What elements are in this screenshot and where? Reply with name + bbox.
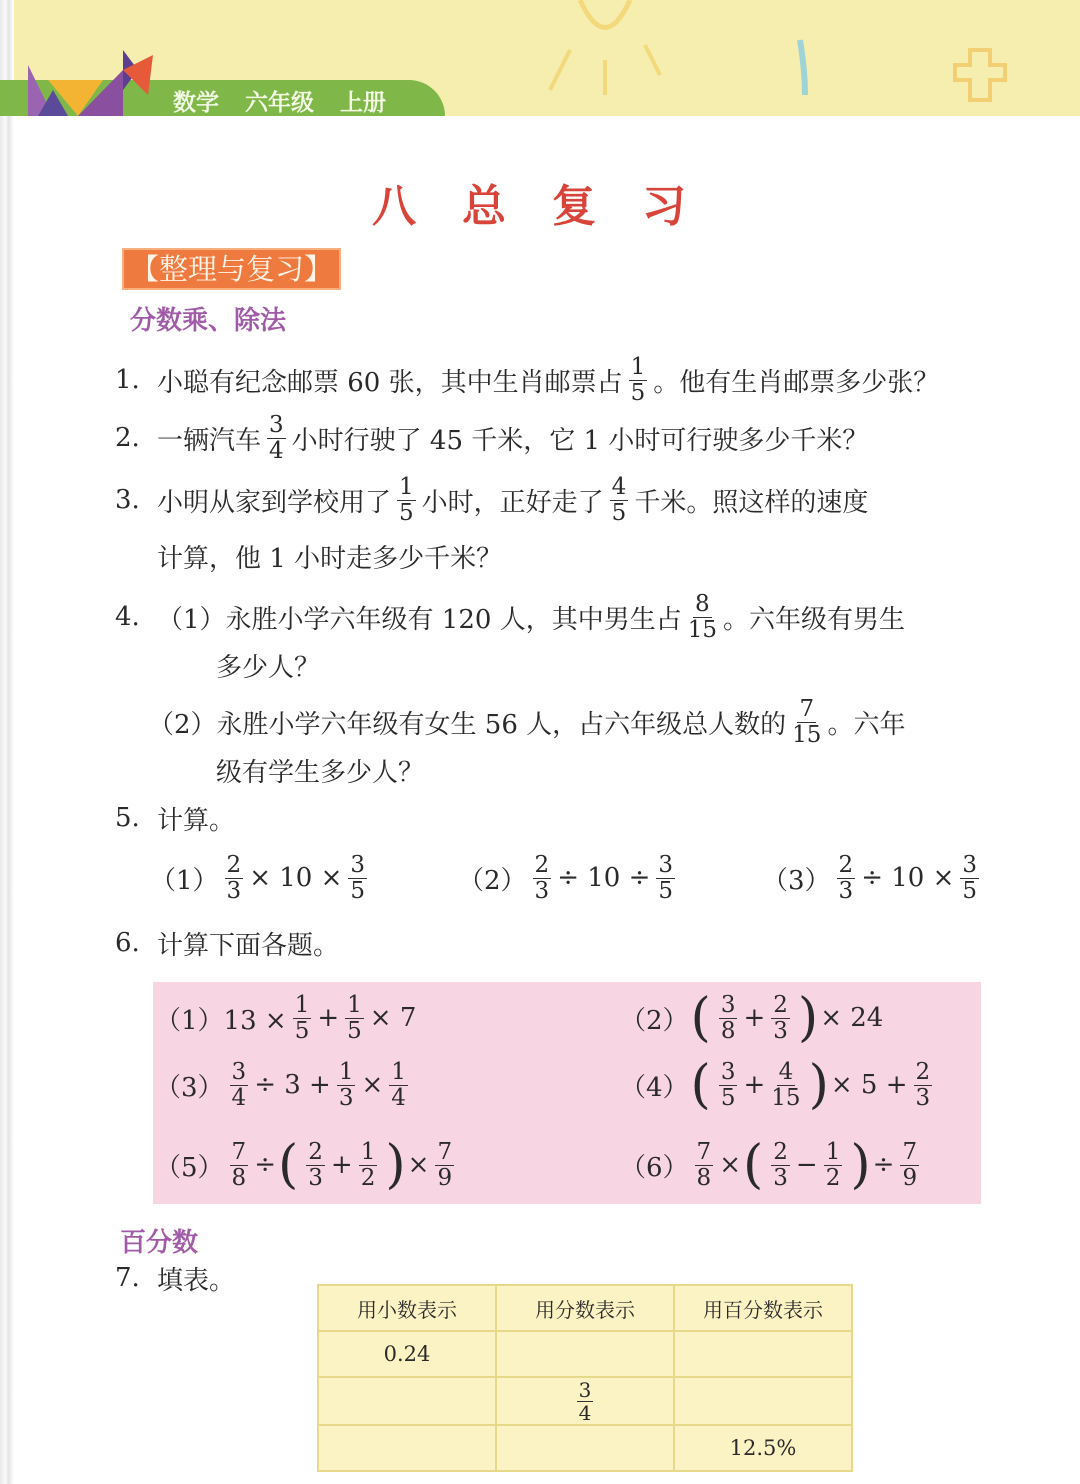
problem-line [115,788,235,848]
fraction [230,1060,249,1111]
denominator: 15 [687,616,717,643]
text-segment: （2） [620,1005,689,1036]
denominator: 3 [915,1084,931,1111]
numerator: 7 [902,1138,918,1165]
text-segment: 填表。 [157,1265,236,1296]
denominator: 8 [231,1164,247,1191]
numerator: 1 [630,353,646,380]
fraction [837,853,856,904]
fraction [577,1379,594,1424]
denominator: 3 [773,1017,788,1044]
fraction [792,697,821,748]
text-segment: 计算下面各题。 [157,930,340,961]
denominator: 3 [338,1084,354,1111]
text-segment: 。六年 [827,709,906,740]
calc-item [155,988,416,1048]
table-row [318,1377,852,1425]
problem-number: 2. [115,423,140,453]
problem-line [216,740,424,800]
denominator: 5 [630,379,646,406]
fraction [771,993,790,1044]
numerator: 1 [399,473,414,500]
parenthesis: ) [797,988,819,1048]
numerator: 2 [773,1138,788,1165]
parenthesis: ( [742,1135,764,1195]
table-header: 用百分数表示 [674,1285,852,1331]
denominator: 3 [534,877,550,904]
denominator: 2 [825,1164,841,1191]
text-segment: × [407,1150,430,1180]
text-segment: − [795,1150,818,1180]
table-cell [674,1377,852,1425]
calc-item [155,1055,414,1115]
problem-number: 6. [115,928,140,958]
fraction [824,1140,843,1191]
text-segment: + [330,1150,353,1180]
text-segment: × 10 × [249,863,343,893]
text-segment: 计算。 [157,805,236,836]
text-segment: （2）永胜小学六年级有女生 56 人，占六年级总人数的 [148,709,787,740]
text-segment: ÷ [872,1150,895,1180]
text-segment: × [361,1070,384,1100]
denominator: 5 [720,1084,736,1111]
denominator: 8 [696,1164,712,1191]
denominator: 3 [838,877,854,904]
problem-line [115,470,868,530]
section-label: 【整理与复习】 [122,248,341,290]
fraction [960,853,979,904]
numerator: 3 [962,851,978,878]
fraction [610,475,629,526]
fraction [719,993,738,1044]
numerator: 3 [269,411,284,438]
denominator: 15 [792,721,822,748]
denominator: 5 [347,1017,362,1044]
denominator: 2 [360,1164,376,1191]
numerator: 4 [778,1058,794,1085]
subsection-fraction: 分数乘、除法 [130,306,287,336]
text-segment: ÷ 10 × [861,863,955,893]
fraction [348,853,367,904]
fraction [900,1140,919,1191]
parenthesis: ) [385,1135,406,1195]
table-row [318,1425,852,1471]
text-segment: ÷ 10 ÷ [557,863,651,893]
numerator: 1 [294,991,310,1018]
problem-line [115,350,939,410]
table-header-row [318,1285,852,1331]
chapter-title: 八总复习 [372,181,732,232]
table-row [318,1331,852,1377]
fraction [656,853,675,904]
fraction [306,1140,325,1191]
parenthesis: ) [850,1135,871,1195]
numerator: 3 [350,851,366,878]
problem-number: 4. [115,602,140,632]
text-segment: 。六年级有男生 [722,604,905,635]
numerator: 2 [308,1138,323,1165]
numerator: 2 [534,851,550,878]
table-cell [318,1425,496,1471]
parenthesis: ( [690,1055,711,1115]
table-cell [496,1377,674,1425]
problem-line [216,635,320,695]
text-segment: 一辆汽车 [157,425,262,456]
numerator: 3 [578,1378,592,1402]
text-segment: （4） [620,1072,689,1103]
numerator: 1 [825,1138,841,1165]
denominator: 5 [962,877,978,904]
subsection-percent: 百分数 [120,1228,199,1258]
parenthesis: ( [690,988,711,1048]
text-segment: ÷ [254,1150,276,1180]
denominator: 8 [720,1017,736,1044]
text-segment: + [317,1003,340,1033]
text-segment: （1）永胜小学六年级有 120 人，其中男生占 [157,604,682,635]
fraction [225,853,244,904]
text-segment: 小时，正好走了 [421,487,604,518]
fraction [359,1140,378,1191]
text-segment: （1） [150,865,219,896]
fraction [435,1140,454,1191]
calc-item [762,848,985,908]
denominator: 5 [350,877,366,904]
text-segment: 级有学生多少人？ [216,757,425,788]
calc-item [458,848,681,908]
text-segment: （6） [620,1152,689,1183]
text-segment: 。他有生肖邮票多少张？ [653,367,940,398]
fraction [771,1140,790,1191]
text-segment: 小聪有纪念邮票 60 张，其中生肖邮票占 [157,367,623,398]
numerator: 1 [338,1058,354,1085]
fraction [337,1060,356,1111]
parenthesis: ( [277,1135,299,1195]
numerator: 4 [611,473,627,500]
text-segment: （1）13 × [155,1005,287,1036]
tangram-logo-icon [28,50,158,116]
numerator: 2 [915,1058,931,1085]
numerator: 7 [799,695,815,722]
denominator: 3 [773,1164,788,1191]
page-edge [0,0,14,1484]
table-cell: 0.24 [318,1331,496,1377]
table-cell [674,1331,852,1377]
denominator: 4 [578,1401,592,1425]
numerator: 1 [360,1138,376,1165]
numerator: 8 [695,590,710,617]
numerator: 2 [773,991,788,1018]
numerator: 3 [720,1058,736,1085]
numerator: 3 [231,1058,247,1085]
table-cell [318,1377,496,1425]
fraction [629,355,648,406]
denominator: 3 [308,1164,323,1191]
problem-line [115,913,339,973]
fill-table [317,1284,853,1472]
denominator: 5 [399,499,414,526]
text-segment: （3） [762,865,831,896]
denominator: 5 [658,877,674,904]
denominator: 9 [902,1164,918,1191]
problem-number: 3. [115,485,140,515]
table-header: 用分数表示 [496,1285,674,1331]
denominator: 4 [231,1084,247,1111]
denominator: 9 [437,1164,453,1191]
calc-item [155,1135,460,1195]
numerator: 2 [838,851,854,878]
fraction [719,1060,738,1111]
numerator: 2 [226,851,242,878]
fraction [771,1060,800,1111]
problem-line [157,526,502,586]
text-segment: 小明从家到学校用了 [157,487,392,518]
denominator: 3 [226,877,242,904]
sun-doodle-icon [520,0,1040,110]
table-cell: 12.5% [674,1425,852,1471]
numerator: 7 [437,1138,453,1165]
problem-number: 1. [115,365,140,395]
fraction [533,853,552,904]
text-segment: × 5 + [830,1070,908,1100]
denominator: 4 [269,437,284,464]
problem-line [115,1248,235,1308]
table-header: 用小数表示 [318,1285,496,1331]
calc-item [620,988,883,1048]
calc-item [620,1135,925,1195]
fraction [914,1060,933,1111]
numerator: 7 [696,1138,712,1165]
text-segment: 多少人？ [216,652,321,683]
text-segment: 计算，他 1 小时走多少千米？ [157,543,503,574]
fraction [230,1140,249,1191]
table-cell [496,1331,674,1377]
fraction [293,993,312,1044]
numerator: 7 [231,1138,247,1165]
text-segment: × 7 [369,1003,417,1033]
text-segment: 小时行驶了 45 千米，它 1 小时可行驶多少千米？ [291,425,869,456]
denominator: 4 [391,1084,406,1111]
denominator: 5 [611,499,627,526]
text-segment: ÷ 3 + [254,1070,331,1100]
book-title: 数学 六年级 上册 [173,90,387,116]
fraction [345,993,364,1044]
calc-item [620,1055,938,1115]
calc-item [150,848,373,908]
text-segment: + [743,1070,766,1100]
text-segment: × [719,1150,741,1180]
fraction [397,475,416,526]
table-cell [496,1425,674,1471]
problem-line [115,408,868,468]
fraction [389,1060,408,1111]
numerator: 3 [720,991,736,1018]
fraction [688,592,717,643]
numerator: 1 [347,991,362,1018]
denominator: 15 [771,1084,801,1111]
text-segment: × 24 [820,1003,884,1033]
fraction [267,413,286,464]
text-segment: + [743,1003,766,1033]
denominator: 5 [294,1017,310,1044]
problem-number: 5. [115,803,140,833]
text-segment: （3） [155,1072,224,1103]
text-segment: （2） [458,865,527,896]
numerator: 1 [391,1058,406,1085]
fraction [695,1140,714,1191]
text-segment: （5） [155,1152,224,1183]
text-segment: 千米。照这样的速度 [634,487,869,518]
problem-number: 7. [115,1263,140,1293]
parenthesis: ) [808,1055,829,1115]
numerator: 3 [658,851,674,878]
